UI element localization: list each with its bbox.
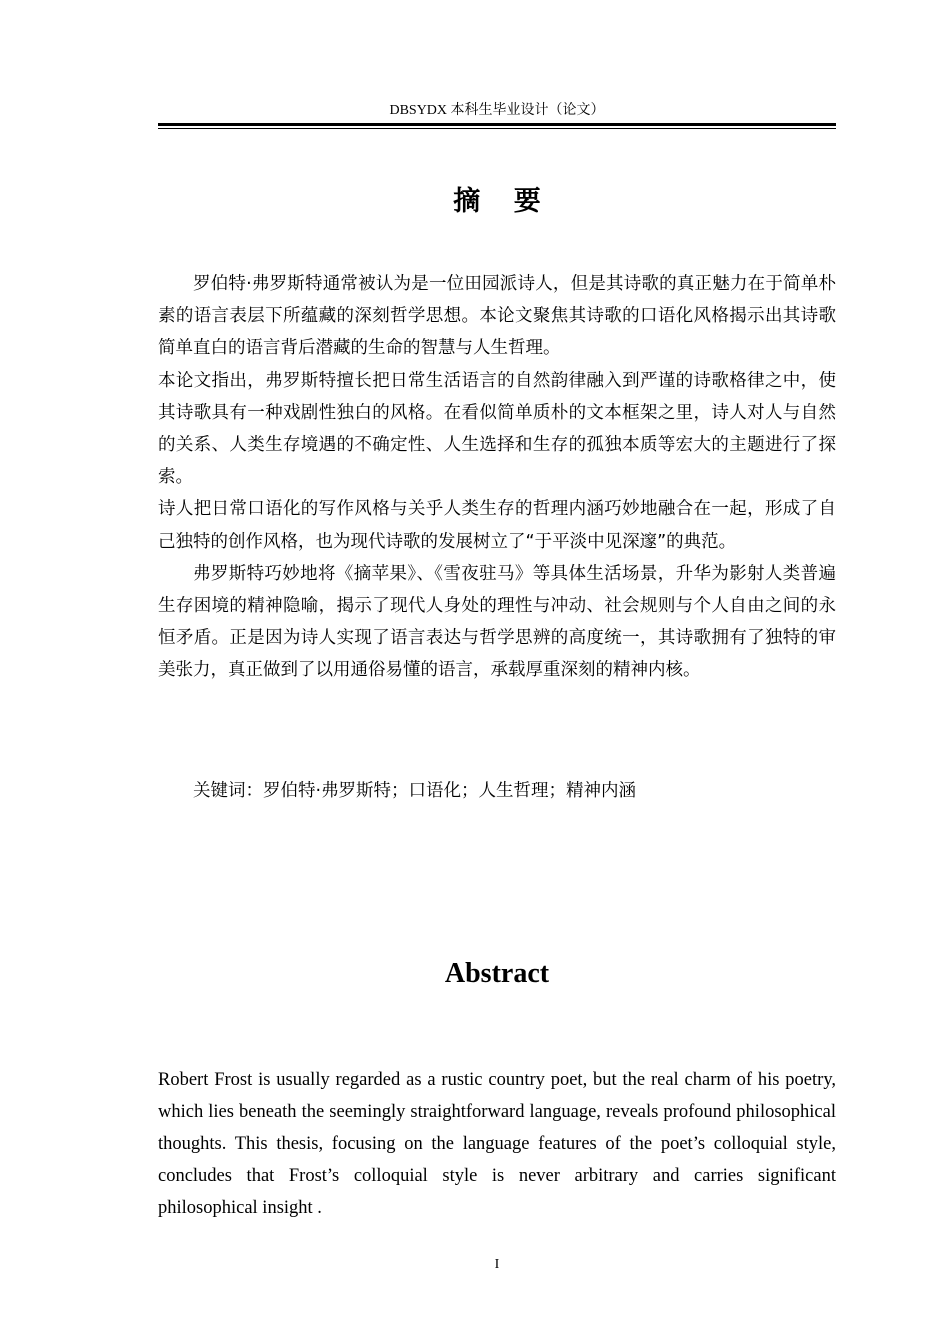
header-rule-thick (158, 123, 836, 126)
keywords-value: 罗伯特·弗罗斯特；口语化；人生哲理；精神内涵 (263, 781, 637, 801)
english-abstract-body: Robert Frost is usually regarded as a rustic country poet, but the real charm of his poetry, which lies beneath the seemingly straightforward language, reveals profound philosophical thoughts. This thesis, focusing on the language features of the poet’s colloquial style, concludes that Frost’s colloquial style is never arbitrary and carries significant philosophical insight . (158, 1070, 836, 1218)
header-rule-thin (158, 128, 836, 129)
chinese-paragraph-2: 本论文指出，弗罗斯特擅长把日常生活语言的自然韵律融入到严谨的诗歌格律之中，使其诗歌具有一种戏剧性独白的风格。在看似简单质朴的文本框架之里，诗人对人与自然的关系、人类生存境遇的不确定性、人生选择和生存的孤独本质等宏大的主题进行了探索。 (158, 370, 836, 488)
english-abstract-title: Abstract (444, 958, 550, 989)
page-header: DBSYDX 本科生毕业设计（论文） (389, 103, 605, 118)
chinese-paragraph-1: 罗伯特·弗罗斯特通常被认为是一位田园派诗人，但是其诗歌的真正魅力在于简单朴素的语言表层下所蕴藏的深刻哲学思想。本论文聚焦其诗歌的口语化风格揭示出其诗歌简单直白的语言背后潜藏的生命的智慧与人生哲理。 (158, 274, 836, 359)
chinese-abstract-body (158, 268, 836, 687)
chinese-paragraph-3: 诗人把日常口语化的写作风格与关乎人类生存的哲理内涵巧妙地融合在一起，形成了自己独特的创作风格，也为现代诗歌的发展树立了“于平淡中见深邃”的典范。 (158, 499, 836, 552)
chinese-paragraph-4: 弗罗斯特巧妙地将《摘苹果》、《雪夜驻马》等具体生活场景，升华为影射人类普遍生存困境的精神隐喻，揭示了现代人身处的理性与冲动、社会规则与个人自由之间的永恒矛盾。正是因为诗人实现了语言表达与哲学思辨的高度统一，其诗歌拥有了独特的审美张力，真正做到了以用通俗易懂的语言，承载厚重深刻的精神内核。 (158, 563, 836, 681)
chinese-abstract-title: 摘 要 (453, 186, 553, 217)
keywords-label: 关键词： (193, 781, 263, 801)
keywords-line (193, 776, 636, 806)
page-number: I (494, 1257, 500, 1272)
